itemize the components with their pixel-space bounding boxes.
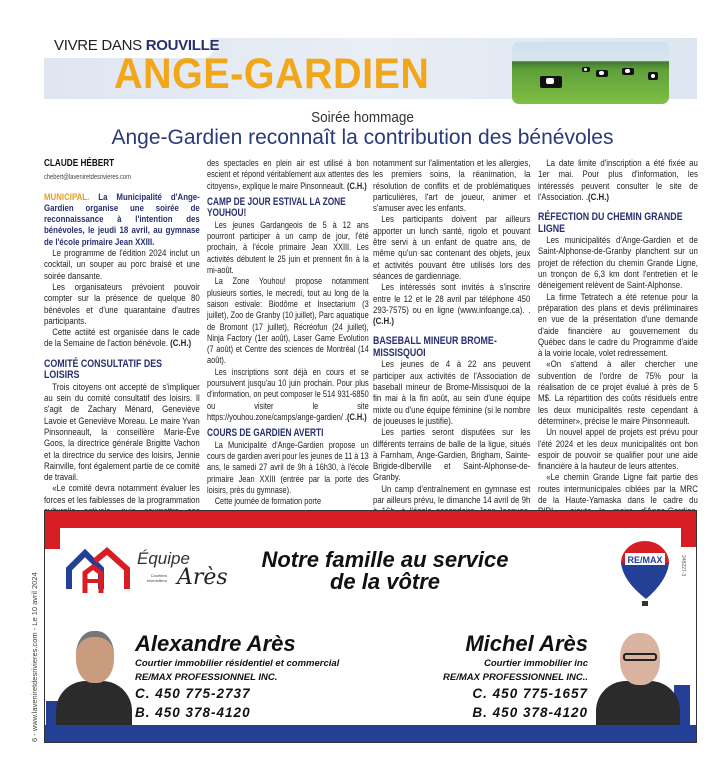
paragraph: Le programme de l'édition 2024 inclut un cocktail, un souper au porc braisé et une soirée dansante. bbox=[44, 248, 200, 282]
real-estate-ad[interactable] bbox=[44, 510, 697, 743]
paragraph: La firme Tetratech a été retenue pour la préparation des plans et devis préliminaires en vue de la présentation d'une demande d'aide financière au gouvernement du Québec dans le cadre du Programme d'aide à la voirie locale, volet redressement. bbox=[538, 291, 698, 360]
paragraph-text: Les intéressés sont invités à s'inscrire entre le 12 et le 28 avril par téléphone 450 293-7575) ou en ligne (www.infoange.ca). . bbox=[373, 282, 531, 316]
paragraph: Les jeunes de 4 à 22 ans peuvent participer aux activités de l'Association de baseball mineur de Brome-Missisquoi de la fin mai à la fin août, au sein d'une équipe mixte ou d'une équipe féminine (si le nombre de joueuses le justifie). bbox=[373, 359, 531, 427]
paragraph bbox=[207, 158, 369, 192]
paragraph: Les participants doivent par ailleurs apporter un lunch santé, rigolo et pouvant être servi à un enfant de quatre ans, de même qu'un sac contenant des objets, jeux et activités pouvant être utilisés lors des séances de gardiennage. bbox=[373, 214, 531, 282]
agent-cell-phone[interactable]: C. 450 775-1657 bbox=[472, 686, 588, 701]
section-prefix: VIVRE DANS bbox=[54, 37, 142, 54]
logo-tagline: Courtiers immobiliers bbox=[146, 573, 167, 583]
paragraph: La Zone Youhou! propose notamment plusieurs sorties, le mecredi, tout au long de la saison estivale: Biodôme et Insectarium (3 juillet), Zoo de Granby (10 juillet), Parc aquatique de Bromont (17 juillet), Récréofun (24 juillet), Ninja Factory (1er août), Laser Game Evolution (7 août) et Centre des sciences de Montréal (14 août). bbox=[207, 276, 369, 367]
paragraph: Les municipalités d'Ange-Gardien et de Saint-Alphonse-de-Granby planchent sur un projet de réfection du chemin Grande Ligne, un tronçon de 6,3 km dont l'entretien et le déneigement relèvent de Saint-Alphonse. bbox=[538, 235, 698, 292]
slogan-line: de la vôtre bbox=[329, 569, 441, 594]
paragraph: Un camp d'entraînement en gymnase est par ailleurs prévu, le dimanche 14 avril de 9h bbox=[373, 483, 531, 507]
agent-title: Courtier immobilier résidentiel et commercial bbox=[135, 658, 340, 669]
signature: (C.H.) bbox=[170, 338, 192, 350]
signature: (C.H.) bbox=[588, 191, 610, 203]
alexandre-ares-photo bbox=[46, 625, 132, 725]
paragraph: Un nouvel appel de projets est prévu pour l'été 2024 et les deux municipalités ont bon espoir de pouvoir se qualifier pour une aide financière à la hauteur de leurs attentes. bbox=[538, 427, 698, 473]
paragraph: Trois citoyens ont accepté de s'impliquer au sein du comité consultatif des loisirs. Il s'agit de Zachary Ménard, Geneviève Lavoie et Geneviève Moreau. Le maire Yvan Pinsonneault, la conseillère Marie-Ève Goos, la directrice générale Brigitte Vachon et la directrice du service des loisirs, Jennie Rainville, font également partie de ce comité de travail. bbox=[44, 381, 200, 484]
paragraph-text: Les inscriptions sont déjà en cours et se poursuivent jusqu'au 10 juin prochain. Pour plus d'information, on peut composer le 514 931-6850 ou visiter le site https://youhou.zone/camps/ange-gardien/ . bbox=[207, 366, 369, 423]
section-heading: RÉFECTION DU CHEMIN GRANDE LIGNE bbox=[538, 211, 683, 235]
header-photo-cows bbox=[512, 42, 669, 104]
ad-red-notch-left bbox=[45, 511, 60, 549]
section-region: ROUVILLE bbox=[145, 37, 220, 54]
signature: (C.H.) bbox=[347, 411, 367, 423]
cow-image bbox=[540, 76, 562, 88]
paragraph: Les parties seront disputées sur les différents terrains de balle de la ligue, situés à Farnham, Ange-Gardien, Brigham, Sainte-Brigide-dIberville et Saint-Alphonse-de-Granby. bbox=[373, 427, 531, 484]
agent-title: Courtier immobilier inc bbox=[484, 658, 588, 669]
paragraph bbox=[538, 158, 698, 203]
section-heading: CAMP DE JOUR ESTIVAL LA ZONE YOUHOU! bbox=[207, 195, 346, 220]
remax-balloon-icon bbox=[619, 539, 671, 609]
paragraph: Cette journée de formation porte bbox=[214, 496, 322, 508]
remax-balloon-logo bbox=[619, 539, 671, 609]
paragraph bbox=[44, 327, 200, 350]
remax-text: RE/MAX bbox=[627, 555, 663, 565]
paragraph-text: «Le chemin Grande Ligne fait partie des routes intermunicipales ciblées par la MRC de la Haute-Yamaska dans le cadre du bbox=[538, 472, 698, 507]
house-logo-icon bbox=[65, 547, 135, 595]
paragraph-text: Cette actiité est organisée dans le cade de la Semaine de l'action bénévole. bbox=[44, 327, 200, 350]
ad-blue-bar bbox=[45, 725, 696, 742]
article-column-1 bbox=[44, 158, 201, 508]
agent-office-phone[interactable]: B. 450 378-4120 bbox=[472, 705, 588, 720]
author: CLAUDE HÉBERT bbox=[44, 158, 115, 169]
lead-kicker: MUNICIPAL. bbox=[44, 191, 90, 203]
cow-image bbox=[596, 70, 608, 77]
town-title: ANGE-GARDIEN bbox=[114, 50, 430, 98]
section-heading: BASEBALL MINEUR BROME-MISSISQUOI bbox=[373, 335, 497, 359]
slogan-line: Notre famille au service bbox=[261, 547, 509, 572]
ad-slogan bbox=[235, 549, 535, 593]
paragraph: Les jeunes Gardangeois de 5 à 12 ans pourront participer à un camp de jour, l'été prochain, à l'école primaire Jean XXIII. Les activités débutent le 25 juin et prennent fin à la mi-août. bbox=[207, 219, 369, 277]
article-column-2 bbox=[207, 158, 369, 510]
ad-red-notch-right bbox=[681, 511, 696, 547]
cow-image bbox=[622, 68, 634, 75]
paragraph-text: des spectacles en plein air est utilisé à bon escient et répond véritablement aux attentes des citoyens», explique le maire Pinsonneault. bbox=[207, 158, 369, 192]
cow-image bbox=[648, 72, 658, 80]
signature: (C.H.) bbox=[373, 316, 394, 328]
signature: (C.H.) bbox=[347, 180, 367, 192]
equipe-ares-logo bbox=[65, 547, 245, 595]
logo-word-ares: Arès bbox=[177, 565, 228, 590]
paragraph: La Municipalité d'Ange-Gardien propose un cours de gardien averi pour les jeunes de 11 à 13 ans, le samedi 27 avril de 9h à 16h30, à l'école primaire Jean XXIII (entrée par la porte des loisirs, près du gymnase). bbox=[207, 439, 369, 496]
paragraph bbox=[373, 282, 530, 327]
agent-agency: RE/MAX PROFESSIONNEL INC.. bbox=[443, 672, 588, 683]
cow-image bbox=[582, 67, 590, 72]
section-heading: COURS DE GARDIEN AVERTI bbox=[207, 427, 324, 440]
lead-text: La Municipalité d'Ange-Gardien organise une soirée de reconnaissance à l'intention des bénévoles, le jeudi 18 avril, au gymnase de l'école primaire Jean XXIII. bbox=[44, 191, 200, 248]
page-folio: 6 - www.laveniretdesrivieres.com - Le 10 avril 2024 bbox=[30, 572, 39, 742]
paragraph bbox=[207, 367, 369, 423]
section-heading: COMITÉ CONSULTATIF DES LOISIRS bbox=[44, 357, 163, 382]
paragraph-text: La date limite d'inscription a été fixée au 1er mai. Pour plus d'information, les intéressés peuvent consulter le site de l'Association. . bbox=[538, 158, 698, 203]
paragraph: Les organisateurs prévoient pouvoir compter sur la présence de quelque 80 bénévoles et d'une quarantaine d'autres participants. bbox=[44, 281, 200, 327]
agent-office-phone[interactable]: B. 450 378-4120 bbox=[135, 705, 251, 720]
agent-name: Alexandre Arès bbox=[135, 631, 296, 656]
author-email[interactable]: chebert@laveniretdesrivieres.com bbox=[44, 174, 131, 182]
paragraph: «On s'attend à aller chercher une subvention de l'ordre de 75% pour la réalisation de ce projet évalué à près de 5 M$. La répartition des coûts résiduels entre les deux municipalités reste cependant à déterminer», précise le maire Pinsonneault. bbox=[538, 359, 698, 427]
article-headline: Ange-Gardien reconnaît la contribution des bénévoles bbox=[111, 126, 614, 149]
lead-paragraph bbox=[44, 192, 200, 248]
paragraph: notamment sur l'alimentation et les allergies, les premiers soins, la réanimation, la résolution de conflits et de problématiques particulières, l'art de joueur, animer et s'amuser avec les enfants. bbox=[373, 158, 531, 215]
article-column-3 bbox=[373, 158, 531, 508]
ad-code: 248227-3 bbox=[680, 555, 686, 577]
michel-ares-photo bbox=[592, 625, 690, 725]
logo-word-equipe: Équipe bbox=[137, 549, 190, 568]
article-column-4 bbox=[538, 158, 698, 508]
agent-name: Michel Arès bbox=[465, 631, 588, 656]
agent-agency: RE/MAX PROFESSIONNEL INC. bbox=[135, 672, 278, 683]
ad-red-bar bbox=[45, 511, 696, 528]
agent-cell-phone[interactable]: C. 450 775-2737 bbox=[135, 686, 251, 701]
article-kicker: Soirée hommage bbox=[311, 109, 414, 126]
paragraph: «Le comité devra notamment évaluer les forces et les faiblesses de la programmation bbox=[44, 483, 200, 506]
